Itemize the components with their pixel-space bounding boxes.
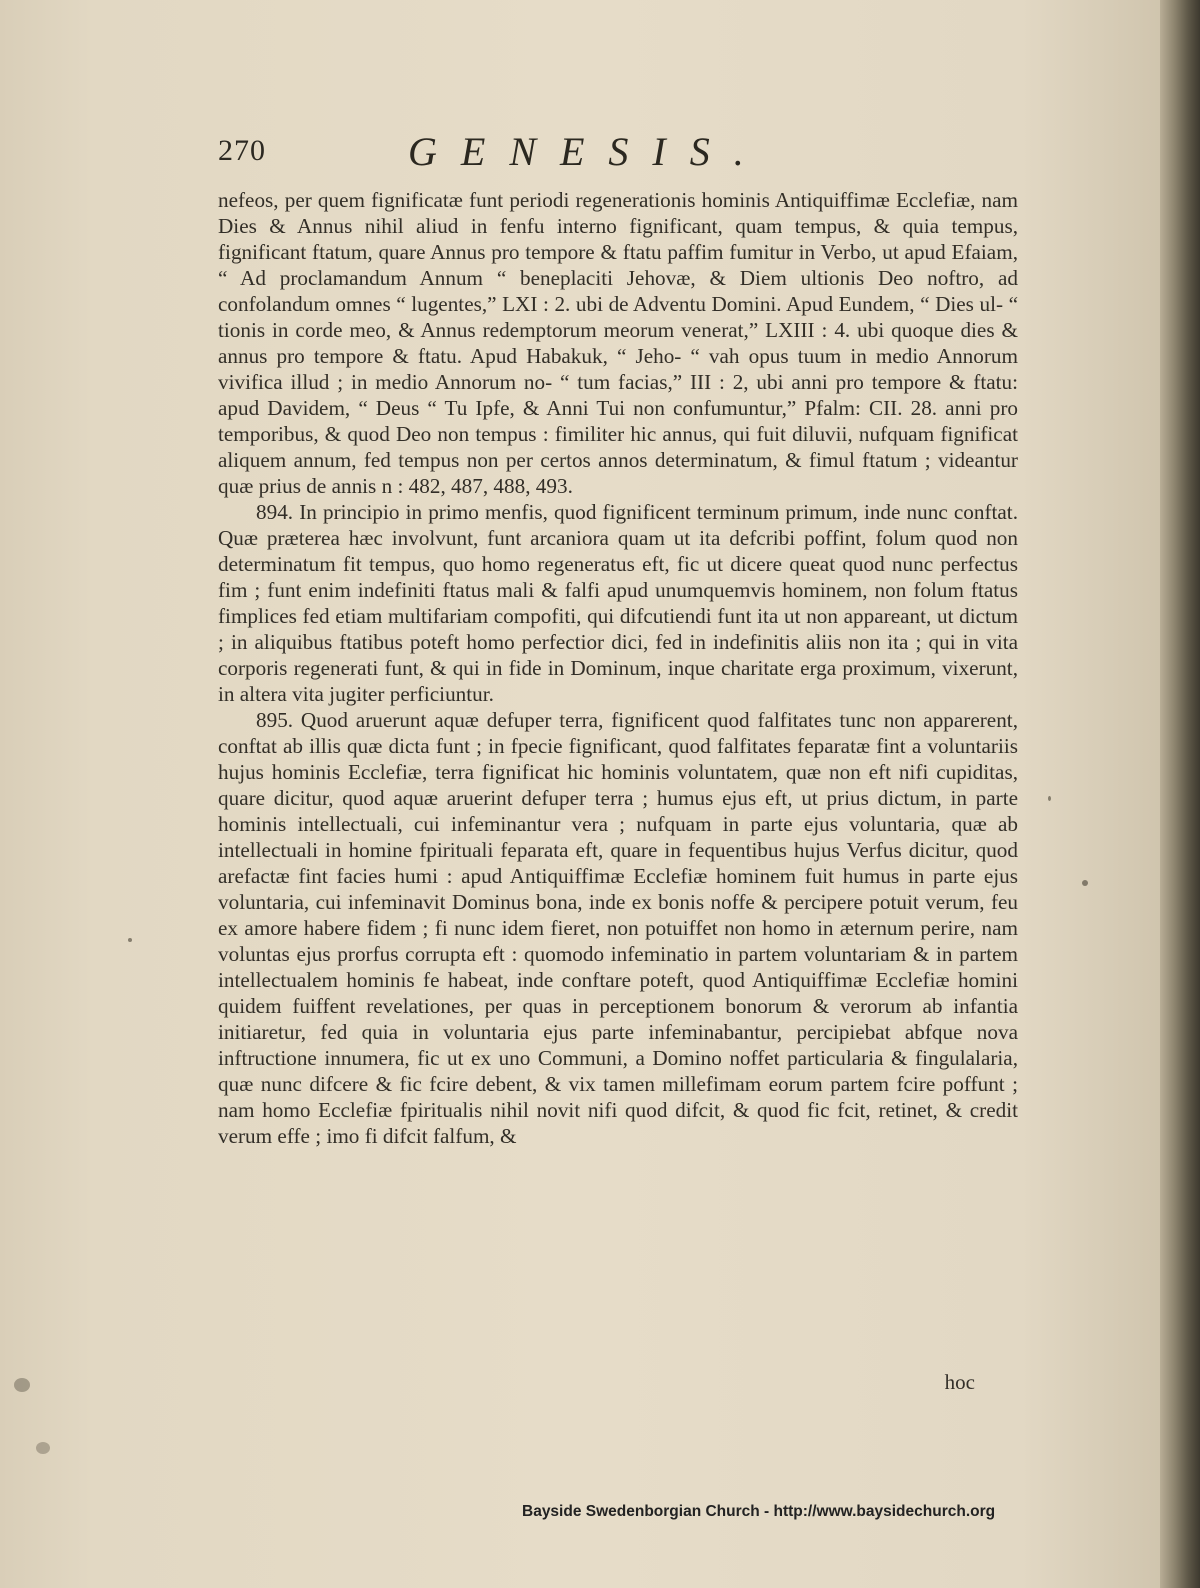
ink-speck <box>14 1378 30 1392</box>
paragraph-895: 895. Quod aruerunt aquæ defuper terra, fignificent quod falfitates tunc non apparerent, conftat ab illis quæ dicta funt ; in fpecie fignificant, quod falfitates feparatæ fint a voluntariis hujus hominis Ecclefiæ, terra fignificat hic hominis voluntatem, quæ non eft nifi cupiditas, quare dicitur, quod aquæ aruerint defuper terra ; humus ejus eft, ut prius dictum, in parte hominis intellectuali, cui infeminantur vera ; nufquam in parte ejus voluntaria, quæ ab intellectuali in homine fpirituali feparata eft, quare in fequentibus hujus Verfus dicitur, quod arefactæ fint facies humi : apud Antiquiffimæ Ecclefiæ hominem fuit humus in parte ejus voluntaria, cui infeminavit Dominus bona, inde ex bonis noffe & percipere potuit verum, feu ex amore habere fidem ; fi nunc idem fieret, non potuiffet non homo in æternum perire, nam voluntas ejus prorfus corrupta eft : quomodo infeminatio in partem voluntariam & in partem intellectualem hominis fe habeat, inde conftare poteft, quod Antiquiffimæ Ecclefiæ homini quidem fuiffent revelationes, per quas in perceptionem bonorum & verorum ab infantia initiaretur, fed quia in voluntaria ejus parte infeminabantur, percipiebat abfque nova inftructione innumera, fic ut ex uno Communi, a Domino noffet particularia & fingulalaria, quæ nunc difcere & fic fcire debent, & vix tamen millefimam eorum partem fcire poffunt ; nam homo Ecclefiæ fpiritualis nihil novit nifi quod difcit, & quod fic fcit, retinet, & credit verum effe ; imo fi difcit falfum, & <box>218 708 1018 1148</box>
ink-speck <box>128 938 132 942</box>
ink-speck <box>1082 880 1088 886</box>
catchword: hoc <box>944 1370 975 1394</box>
body-text <box>218 187 1018 1149</box>
paragraph-894: 894. In principio in primo menfis, quod fignificent terminum primum, inde nunc conftat. Quæ præterea hæc involvunt, funt arcaniora quam ut ita defcribi poffint, folum quod non determinatum fit tempus, quo homo regeneratus eft, fic ut dicere queat quod nunc perfectus fim ; funt enim indefiniti ftatus mali & falfi apud unumquemvis hominem, non folum ftatus fimplices fed etiam multifariam compofiti, qui difcutiendi funt ita ut non appareant, ut dictum ; in aliquibus ftatibus poteft homo perfectior dici, fed in indefinitis aliis non ita ; qui in vita corporis regenerati funt, & qui in fide in Dominum, inque charitate erga proximum, vixerunt, in altera vita jugiter perficiuntur. <box>218 500 1018 706</box>
book-spine-shadow <box>1160 0 1200 1588</box>
watermark-text: Bayside Swedenborgian Church - http://www.baysidechurch.org <box>522 1503 996 1520</box>
page-header <box>218 128 1018 178</box>
page-number: 270 <box>218 134 266 167</box>
running-title: GENESIS. <box>408 129 768 174</box>
ink-speck <box>36 1442 50 1454</box>
ink-speck <box>1048 796 1051 801</box>
paragraph-continued: nefeos, per quem fignificatæ funt periodi regenerationis hominis Antiquiffimæ Ecclefiæ, nam Dies & Annus nihil aliud in fenfu interno fignificant, quam tempus, & quia tempus, fignificant ftatum, quare Annus pro tempore & ftatu paffim fumitur in Verbo, ut apud Efaiam, “ Ad proclamandum Annum “ beneplaciti Jehovæ, & Diem ultionis Deo noftro, ad confolandum omnes “ lugentes,” LXI : 2. ubi de Adventu Domini. Apud Eundem, “ Dies ul- “ tionis in corde meo, & Annus redemptorum meorum venerat,” LXIII : 4. ubi quoque dies & annus pro tempore & ftatu. Apud Habakuk, “ Jeho- “ vah opus tuum in medio Annorum vivifica illud ; in medio Annorum no- “ tum facias,” III : 2, ubi anni pro tempore & ftatu: apud Davidem, “ Deus “ Tu Ipfe, & Anni Tui non confumuntur,” Pfalm: CII. 28. anni pro temporibus, & quod Deo non tempus : fimiliter hic annus, qui fuit diluvii, nufquam fignificat aliquem annum, fed tempus non per certos annos determinatum, & fimul ftatum ; videantur quæ prius de annis n : 482, 487, 488, 493. <box>218 188 1018 498</box>
